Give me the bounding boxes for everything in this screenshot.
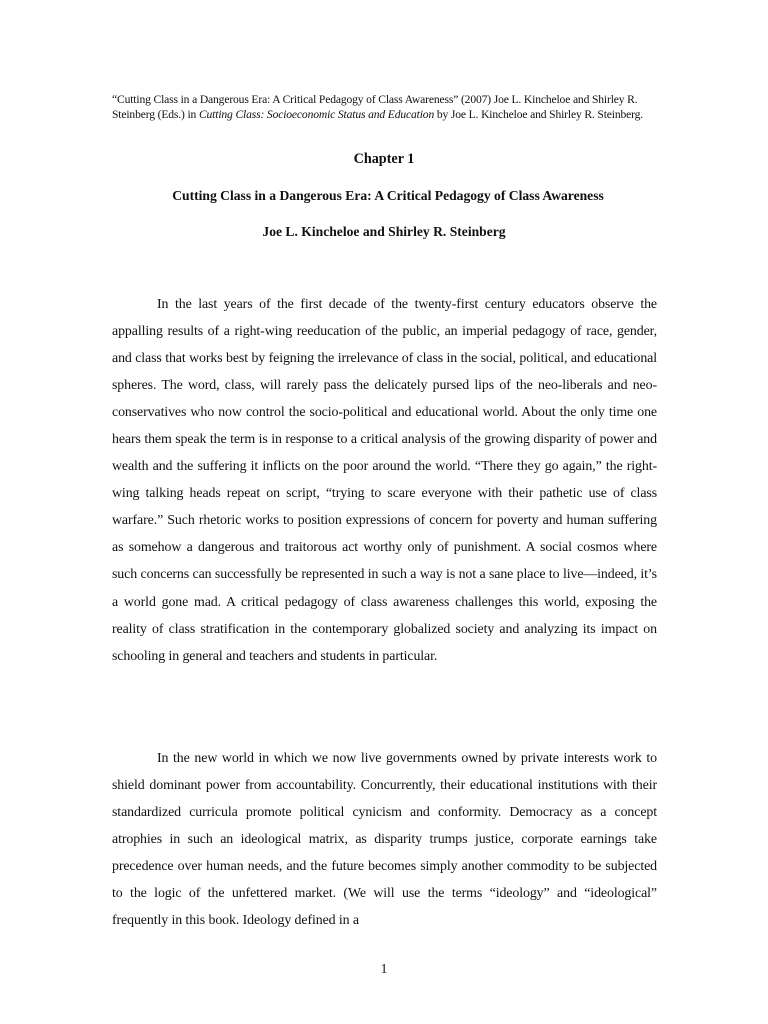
- citation-note: [112, 93, 657, 122]
- citation-text-part2: by Joe L. Kincheloe and Shirley R. Steinberg.: [434, 107, 644, 121]
- body-paragraph-1: In the last years of the first decade of the twenty-first century educators observe the appalling results of a right-wing reeducation of the public, an imperial pedagogy of race, gender, and class that works best by feigning the irrelevance of class in the social, political, and educational spheres. The word, class, will rarely pass the delicately pursed lips of the neo-liberals and neo-conservatives who now control the socio-political and educational world. About the only time one hears them speak the term is in response to a critical analysis of the growing disparity of power and wealth and the suffering it inflicts on the poor around the world. “There they go again,” the right-wing talking heads repeat on script, “trying to scare everyone with their pathetic use of class warfare.” Such rhetoric works to position expressions of concern for poverty and human suffering as somehow a dangerous and traitorous act worthy only of punishment. A social cosmos where such concerns can successfully be represented in such a way is not a sane place to live—indeed, it’s a world gone mad. A critical pedagogy of class awareness challenges this world, exposing the reality of class stratification in the contemporary globalized society and analyzing its impact on schooling in general and teachers and students in particular.: [112, 297, 657, 664]
- citation-book-title: Cutting Class: Socioeconomic Status and Education: [198, 107, 435, 121]
- chapter-title: Cutting Class in a Dangerous Era: A Critical Pedagogy of Class Awareness: [172, 188, 604, 203]
- chapter-authors: Joe L. Kincheloe and Shirley R. Steinberg: [262, 224, 506, 239]
- page-number: 1: [380, 961, 388, 976]
- body-paragraph-2: In the new world in which we now live governments owned by private interests work to shield dominant power from accountability. Concurrently, their educational institutions with their standardized curricula promote political cynicism and conformity. Democracy as a concept atrophies in such an ideological matrix, as disparity trumps justice, corporate earnings take precedence over human needs, and the future becomes simply another commodity to be subjected to the logic of the unfettered market. (We will use the terms “ideology” and “ideological” frequently in this book. Ideology defined in a: [112, 751, 657, 929]
- citation-text-part1: “Cutting Class in a Dangerous Era: A Critical Pedagogy of Class Awareness” (2007) Joe L. Kincheloe and Shirley R. Steinberg (Eds.) in: [112, 93, 638, 121]
- chapter-label: Chapter 1: [353, 151, 415, 167]
